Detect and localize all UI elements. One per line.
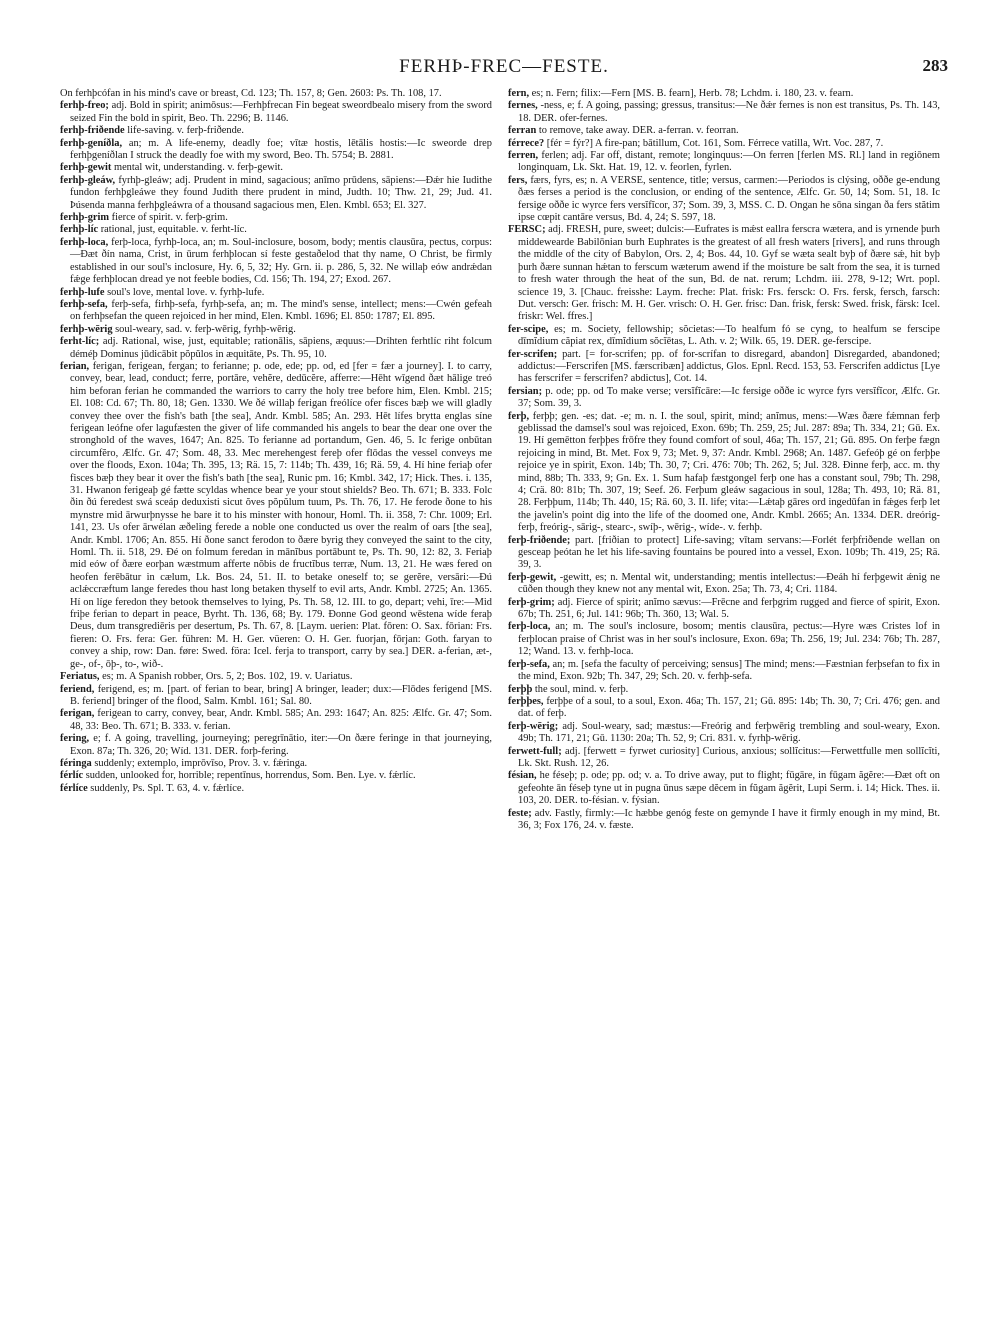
dictionary-entry — [508, 696, 940, 721]
dictionary-entry — [60, 684, 492, 709]
entry-headword: fer-scrifen; — [508, 348, 558, 360]
entry-headword: fers, — [508, 174, 528, 186]
entry-text: part. [= for-scrifen; pp. of for-scrífan to disregard, abandon] Disregarded, abandoned; addictus:—Ferscrifen [MS. færscribæn] addictus, Glos. Epnl. Recd. 153, 53. Ferscrifen addictus [Lye has ferscrifer = ferscrifen? abdictus], Cot. 14. — [518, 348, 940, 385]
entry-headword: férlíce — [60, 782, 88, 794]
dictionary-entry — [508, 386, 940, 411]
dictionary-entry — [60, 224, 492, 236]
dictionary-entry — [60, 783, 492, 795]
entry-text: soul-weary, sad. v. ferþ-wērig, fyrhþ-wērig. — [115, 323, 296, 335]
entry-headword: fersian; — [508, 385, 543, 397]
entry-text: mental wit, understanding. v. ferþ-gewit. — [113, 162, 283, 174]
entry-text: adv. Fastly, firmly:—Ic hæbbe genóg feste on gemynde I have it firmly enough in my mind, Bt. 36, 3; Fox 176, 24. v. fæste. — [518, 807, 940, 831]
entry-headword: ferhþ-lufe — [60, 286, 105, 298]
entry-text: -gewitt, es; n. Mental wit, understanding; mentis intellectus:—Ðeáh hí ferþgewit ǽnig ne cūðen though they knew not any mental wit, Exon. 25a; Th. 73, 4; Cri. 1184. — [518, 571, 940, 596]
entry-headword: feriend, — [60, 683, 95, 695]
dictionary-entry — [60, 212, 492, 224]
entry-text: soul's love, mental love. v. fyrhþ-lufe. — [107, 286, 265, 298]
dictionary-entry — [60, 336, 492, 361]
entry-headword: ferþ-friðende; — [508, 534, 571, 546]
entry-text: [fér = fýr?] A fire-pan; bātillum, Cot. 161, Som. Férrece vatilla, Wrt. Voc. 287, 7. — [546, 137, 884, 149]
entry-headword: ferþ, — [508, 410, 530, 422]
entry-text: ferigend, es; m. [part. of ferian to bear, bring] A bringer, leader; dux:—Flōdes ferigend [MS. B. feriend] bringer of the flood, Salm. Kmbl. 161; Sal. 80. — [70, 683, 492, 707]
left-column — [60, 88, 492, 1268]
entry-headword: ferigan, — [60, 708, 95, 720]
dictionary-entry — [508, 746, 940, 771]
dictionary-entry — [60, 175, 492, 212]
dictionary-entry — [60, 237, 492, 287]
page-header — [60, 56, 948, 82]
entry-text: ferþþ; gen. -es; dat. -e; m. n. I. the soul, spirit, mind; anĭmus, mens:—Wæs ðære fǽmnan ferþ geblissad the damsel's soul was rejoiced, Exon. 69b; Th. 259, 25; Jul. 287: 89a; Th. 334, 21; Gū. Ex. 19. Hí gemētton ferþþes frōfre they found comfort of soul, 46a; Th. 157, 21; Gū. 895. On ferþe fægn rejoicing in mind, Bt. Met. Fox 9, 73; Met. 9, 37: Andr. Kmbl. 2968; An. 1487. Gefeóþ gé on ferþþe rejoice ye in spirit, Exon. 14b; Th. 30, 7; Cri. 476: 70b; Th. 262, 5; Jul. 328. Ðinne ferþ, acc. m. thy mind, 88b; Th. 333, 9; Gn. Ex. 1. Sum hafaþ fæstgongel ferþ one has a constant soul, 79b; Th. 298, 4; Crä. 80: 81b; Th. 307, 19; Seef. 26. Ferþum gleáw sagacious in soul, 128a; Th. 493, 10; Rä. 81, 28. Ferþþum, 114b; Th. 440, 15; Rä. 60, 3. II. life; vita:—Lǽtaþ gāres ord ingedūfan in fǽges ferþ let the javelin's point dig into the life of the doomed one, Andr. Kmbl. 2665; An. 1334. DER. dreórig-ferþ, freórig-, sārig-, stearc-, swíþ-, wērig-, wíde-. v. ferhþ. — [518, 410, 940, 534]
dictionary-entry — [508, 324, 940, 349]
entry-text: færs, fyrs, es; n. A VERSE, sentence, title; versus, carmen:—Periodos is clýsing, oððe ge-endung ðæs ferses a period is the conclusion, or ending of the sentence, Ælfc. Gr. 50, 14; Som. 51, 18. Ic fersige oððe ic wyrce fers versĭfĭcor, 37; Som. 39, 3, MSS. C. D. Ongan he sōna singan ða fers stătim ipse cœpit cantāre versus, Bd. 4, 24; S. 597, 18. — [518, 174, 940, 224]
entry-headword: ferhþ-freo; — [60, 100, 109, 112]
entry-text: e; f. A going, travelling, journeying; peregrīnātio, iter:—On ðære feringe in that journeying, Exon. 87a; Th. 326, 20; Wíd. 131. DER. forþ-fering. — [70, 733, 492, 757]
page-number: 283 — [922, 56, 948, 75]
entry-text: an; m. The soul's inclosure, bosom; mentis clausūra, pectus:—Hyre wæs Cristes lof in ferþlocan praise of Christ was in her soul's inclosure, Exon. 69a; Th. 256, 19; Jul. 234: 76b; Th. 287, 12; Wand. 13. v. ferhþ-loca. — [518, 621, 940, 658]
entry-headword: ferian, — [60, 360, 90, 372]
dictionary-entry — [60, 287, 492, 299]
entry-headword: ferhþ-grim — [60, 212, 110, 224]
entry-text: the soul, mind. v. ferþ. — [534, 683, 629, 695]
dictionary-entry — [508, 224, 940, 323]
entry-text: ferigean to carry, convey, bear, Andr. Kmbl. 585; An. 293: 1647; An. 825: Ælfc. Gr. 47; Som. 48, 33: Beo. Th. 671; B. 333. v. ferian. — [70, 708, 492, 732]
entry-text: part. [friðian to protect] Life-saving; vītam servans:—Forlét ferþfriðende wellan on gesceap þeótan he let his life-saving fountains be poured into a vessel, Exon. 109b; Th. 419, 25; Rä. 39, 3. — [518, 534, 940, 571]
dictionary-entry — [508, 770, 940, 807]
entry-text: he féseþ; p. ode; pp. od; v. a. To drive away, put to flight; fūgāre, in fūgam ăgĕre:—Ðæt oft on gefeohte ān féseþ tyne ut in pugna ūnus sæpe dĕcem in fŭgam ăgĕrit, Lupi Serm. i. 14; Hick. Thes. ii. 103, 20. DER. to-fésian. v. fýsian. — [518, 770, 940, 807]
dictionary-entry — [60, 733, 492, 758]
entry-text: On ferhþcófan in his mind's cave or breast, Cd. 123; Th. 157, 8; Gen. 2603: Ps. Th. 108, 17. — [60, 88, 442, 99]
entry-headword: ferhþ-gleáw, — [60, 174, 116, 186]
entry-headword: ferhþ-sefa, — [60, 298, 108, 310]
entry-headword: férlíc — [60, 770, 84, 782]
entry-headword: ferþþ — [508, 683, 533, 695]
dictionary-entry — [60, 758, 492, 770]
dictionary-entry — [60, 770, 492, 782]
entry-text: ferlen; adj. Far off, distant, remote; longinquus:—On ferren [ferlen MS. Rl.] land in regiōnem longinquam, Lk. Skt. Hat. 19, 12. v. feorlen, fyrlen. — [518, 150, 940, 174]
entry-headword: Feriatus, — [60, 671, 100, 683]
entry-headword: FERSC; — [508, 224, 546, 236]
entry-text: an; m. A life-enemy, deadly foe; vītæ hostis, lētālis hostis:—Ic sweorde drep ferhþgeníðlan I struck the deadly foe with my sword, Beo. Th. 5754; B. 2881. — [70, 137, 492, 162]
entry-text: adj. [ferwett = fyrwet curiosity] Curious, anxious; sollĭcitus:—Ferwettfulle men sollĭcĭti, Lk. Skt. Rush. 12, 26. — [518, 745, 940, 769]
dictionary-entry — [508, 572, 940, 597]
dictionary-entry — [508, 659, 940, 684]
entry-headword: ferþ-loca, — [508, 621, 551, 633]
entry-headword: ferwett-full; — [508, 745, 562, 757]
entry-text: to remove, take away. DER. a-ferran. v. feorran. — [538, 125, 739, 137]
entry-headword: ferhþ-loca, — [60, 236, 109, 248]
entry-text: ferigan, ferigean, fergan; to ferianne; p. ode, ede; pp. od, ed [fer = fær a journey]. I. to carry, convey, bear, lead, conduct; ferre, portāre, vehĕre, dedūcĕre, afferre:—Hēht wīgend ðæt hālige treó him beforan ferian he commanded the warriors to carry the holy tree before him, Elen. Kmbl. 215; El. 108: Cd. 67; Th. 80, 18; Gen. 1330. We ðé willaþ ferigan freólíce ofer fisces bæþ we will gladly convey thee over the fish's bath [the sea], Andr. Kmbl. 585; An. 293. Hēt lífes brytta englas síne ferigean leófne ofer lagufæsten the giver of life commanded his angels to bear the dear one over the stronghold of the waves, 1647; An. 825. To ferianne ad portandum, Gen. 46, 5. Ic ferige onbūtan circumfĕro, Ælfc. Gr. 47; Som. 48, 33. Mec merehengest fereþ ofer flōdas the vessel conveys me over the floods, Exon. 104a; Th. 395, 13; Rä. 15, 7: 114b; Th. 439, 16; Rä. 59, 4. Hí hine feriaþ ofer fisces bæþ they bear it over the fish's bath [the sea], Runic pm. 16; Kmbl. 342, 17; Hick. Thes. i. 135, 31. Hwanon ferigeaþ gé fætte scyldas whence bear ye your stout shields? Beo. Th. 671; B. 333. Folc ðin ðú feredest swá sceáp deduxisti sicut ŏves pŏpŭlum tuum, Ps. Th. 76, 17. He ferode ðone to his mynstre mid ārwurþnysse he bare it to his minster with honour, Homl. Th. ii. 358, 7: Chr. 1009; Erl. 141, 23. Us ofer ārwélan æðeling ferede a noble one conducted us over the realm of oars [the sea], Andr. Kmbl. 1706; An. 855. Hí ðone sanct ferodon to ðære byrig they conveyed the saint to the city, Homl. Th. ii. 518, 29. Ðé on folmum feredan in mānĭbus portābunt te, Ps. Th. 90, 12: 82, 3. Feriaþ mid eów of ðære eorþan wæstmum afferte nŏbis de fructĭbus terræ, Num. 13, 21. He wæs fered on heofen ferēbātur in cælum, Lk. Bos. 24, 51. II. to betake oneself to; se gerĕre, versāri:—Ðú aclǽccræftum lange feredes thou hast long betaken thyself to evil arts, Andr. Kmbl. 2725; An. 1365. Hí on líge feredon they betook themselves to lying, Ps. Th. 58, 12. III. to go, depart; vehi, īre:—Mid friþe ferian to depart in peace, Byrht. Th. 136, 68; By. 179. Ðonne God geond wēstena wíde feraþ Deus, dum transgrediēris per desertum, Ps. Th. 67, 8. [Laym. uerien: Plat. fōren: O. Sax. fōrian: Frs. fieren: O. Frs. fera: Ger. führen: M. H. Ger. vüeren: O. H. Ger. fuorjan, fōrjan: Goth. faryan to convey a ship, row: Dan. føre: Swed. föra: Icel. ferja to transport, carry by sea.] DER. a-ferian, æt-, ge-, of-, ōþ-, to-, wið-. — [70, 360, 492, 670]
entry-headword: ferþ-sefa, — [508, 658, 550, 670]
entry-text: ferþþe of a soul, to a soul, Exon. 46a; Th. 157, 21; Gū. 895: 14b; Th. 30, 7; Cri. 476; gen. and dat. of ferþ. — [518, 695, 940, 720]
entry-text: es; m. A Spanish robber, Ors. 5, 2; Bos. 102, 19. v. Uariatus. — [102, 671, 353, 683]
entry-text: life-saving. v. ferþ-friðende. — [127, 125, 244, 137]
dictionary-entry — [60, 125, 492, 137]
dictionary-entry — [508, 808, 940, 833]
entry-headword: féringa — [60, 757, 92, 769]
dictionary-entry — [60, 100, 492, 125]
entry-headword: ferhþ-geníðla, — [60, 137, 123, 149]
running-title: FERHÞ-FREC—FESTE. — [399, 56, 609, 77]
entry-headword: fernes, — [508, 100, 538, 112]
entry-headword: ferþ-gewit, — [508, 571, 557, 583]
dictionary-entry — [508, 597, 940, 622]
entry-headword: ferran — [508, 125, 537, 137]
entry-headword: ferren, — [508, 150, 539, 162]
dictionary-entry — [508, 621, 940, 658]
dictionary-entry — [508, 411, 940, 535]
dictionary-entry — [508, 175, 940, 225]
dictionary-entry — [508, 150, 940, 175]
dictionary-entry — [60, 162, 492, 174]
entry-text: fyrhþ-gleáw; adj. Prudent in mind, sagacious; anīmo prūdens, sāpiens:—Ðǽr hie Iudithe fundon ferhþgleáwe they found Judith there prudent in mind, Judth. 10; Thw. 21, 29; Jud. 41. Þúsenda manna ferhþgleáwra of a thousand sagacious men, Elen. Kmbl. 653; El. 327. — [70, 174, 492, 211]
dictionary-entry — [60, 138, 492, 163]
dictionary-entry — [60, 671, 492, 683]
entry-text: rational, just, equitable. v. ferht-líc. — [100, 224, 247, 236]
entry-text: es; n. Fern; filix:—Fern [MS. B. fearn], Herb. 78; Lchdm. i. 180, 23. v. fearn. — [531, 88, 854, 99]
entry-headword: ferhþ-friðende — [60, 125, 125, 137]
dictionary-entry — [60, 324, 492, 336]
entry-headword: ferhþ-gewit — [60, 162, 112, 174]
entry-text: adj. Bold in spirit; animōsus:—Ferhþfrecan Fin begeat sweordbealo misery from the sword seized Fin the bold in spirit, Beo. Th. 2296; B. 1146. — [70, 100, 492, 124]
entry-text: es; m. Society, fellowship; sŏcietas:—To healfum fó se cyng, to healfum se ferscipe dīmĭdium căpiat rex, dīmĭdium sŏcĭētas, L. Ath. v. 2; Wilk. 65, 19. DER. ge-ferscipe. — [518, 323, 940, 348]
dictionary-entry — [508, 88, 940, 100]
entry-headword: fering, — [60, 733, 90, 745]
entry-text: ferþ-loca, fyrhþ-loca, an; m. Soul-inclosure, bosom, body; mentis clausūra, pectus, corpus:—Ðæt ðín nama, Crist, in ūrum ferhþlocan sí feste gestaðelod that thy name, O Christ, be firmly established in our soul's inclosure, Hy. 6, 5, 32; Hy. Grn. ii. p. 286, 5, 32. Ne willaþ eów andrǽdan fǽge ferhþlocan dread ye not feeble bodies, Cd. 156; Th. 194, 27; Exod. 267. — [70, 236, 492, 286]
dictionary-entry — [508, 138, 940, 150]
dictionary-entry — [508, 349, 940, 386]
entry-text: -ness, e; f. A going, passing; gressus, transitus:—Ne ðǽr fernes is non est transitus, Ps. Th. 143, 18. DER. ofer-fernes. — [518, 100, 940, 124]
entry-text: suddenly; extemplo, imprōvīso, Prov. 3. v. fǽringa. — [94, 757, 308, 769]
dictionary-entry — [60, 708, 492, 733]
entry-text: sudden, unlooked for, horrible; repentīnus, horrendus, Som. Ben. Lye. v. fǽrlíc. — [85, 770, 416, 782]
entry-text: adj. Fierce of spirit; anĭmo sævus:—Frēcne and ferþgrim rugged and fierce of spirit, Exon. 67b; Th. 251, 6; Jul. 141: 96b; Th. 360, 13; Wal. 5. — [518, 596, 940, 621]
entry-headword: ferhþ-wērig — [60, 323, 113, 335]
entry-headword: fern, — [508, 88, 530, 99]
entry-headword: fésian, — [508, 770, 537, 782]
entry-headword: ferþ-grim; — [508, 596, 555, 608]
dictionary-entry — [508, 684, 940, 696]
entry-headword: ferhþ-líc — [60, 224, 99, 236]
dictionary-entry — [60, 299, 492, 324]
entry-headword: feste; — [508, 807, 532, 819]
entry-headword: ferþþes, — [508, 695, 544, 707]
entry-text: fierce of spirit. v. ferþ-grim. — [111, 212, 228, 224]
dictionary-entry — [508, 535, 940, 572]
entry-text: p. ode; pp. od To make verse; versĭfĭcāre:—Ic fersige oððe ic wyrce fyrs versĭfĭcor, Ælfc. Gr. 37; Som. 39, 3. — [518, 385, 940, 410]
entry-headword: férrece? — [508, 137, 545, 149]
entry-headword: ferht-líc; — [60, 336, 100, 348]
entry-text: adj. Soul-weary, sad; mæstus:—Freórig and ferþwērig trembling and soul-weary, Exon. 49b; Th. 171, 21; Gū. 1130: 20a; Th. 52, 9; Cri. 831. v. fyrhþ-wērig. — [518, 720, 940, 745]
entry-headword: fer-scipe, — [508, 323, 549, 335]
right-column — [508, 88, 940, 1268]
entry-text: suddenly, Ps. Spl. T. 63, 4. v. fǽrlíce. — [90, 782, 245, 794]
dictionary-entry — [508, 721, 940, 746]
entry-text: adj. Rational, wise, just, equitable; rationālis, sāpiens, æquus:—Drihten ferhtlíc riht folcum déméþ Dominus jūdicābit pŏpŭlos in æquitāte, Ps. Th. 95, 10. — [70, 336, 492, 360]
entry-text: ferþ-sefa, firhþ-sefa, fyrhþ-sefa, an; m. The mind's sense, intellect; mens:—Cwén gefeah on ferhþsefan the queen rejoiced in her mind, Elen. Kmbl. 1696; El. 850: 1787; El. 895. — [70, 298, 492, 323]
dictionary-entry — [508, 125, 940, 137]
entry-headword: ferþ-wērig; — [508, 720, 559, 732]
dictionary-entry — [60, 361, 492, 671]
entry-text: an; m. [sefa the faculty of perceiving; sensus] The mind; mens:—Fæstnian ferþsefan to fix in the mind, Exon. 92b; Th. 347, 29; Sch. 20. v. ferhþ-sefa. — [518, 658, 940, 683]
entry-text: adj. FRESH, pure, sweet; dulcis:—Eufrates is mǽst eallra ferscra wætera, and is yrnende þurh middewearde Babilōnian burh Euphrates is the greatest of all fresh waters [rivers], and runs through the middle of the city of Babylon, Ors. 2, 4; Bos. 44, 10. Gyf se wæta sealt byþ of ðære sǽ, hit byþ þurh ðære sunnan hǽtan to ferscum wæterum awend if the moisture be salt from the sea, it is turned to fresh water through the heat of the sun, Bd. de nat. rerum; Lchdm. iii. 278, 9-12; Wrt. popl. science 19, 3. [Chauc. freisshe: Laym. freche: Plat. frisk: Frs. fersck: O. Frs. fersk, fersch, farsch: Dut. versch: Ger. frisch: M. H. Ger. vrisch: O. H. Ger. frisc: Dan. frisk, fersk: Swed. frisk, färsk: Icel. friskr: Wel. ffres.] — [518, 224, 940, 323]
dictionary-entry — [60, 88, 492, 100]
dictionary-entry — [508, 100, 940, 125]
